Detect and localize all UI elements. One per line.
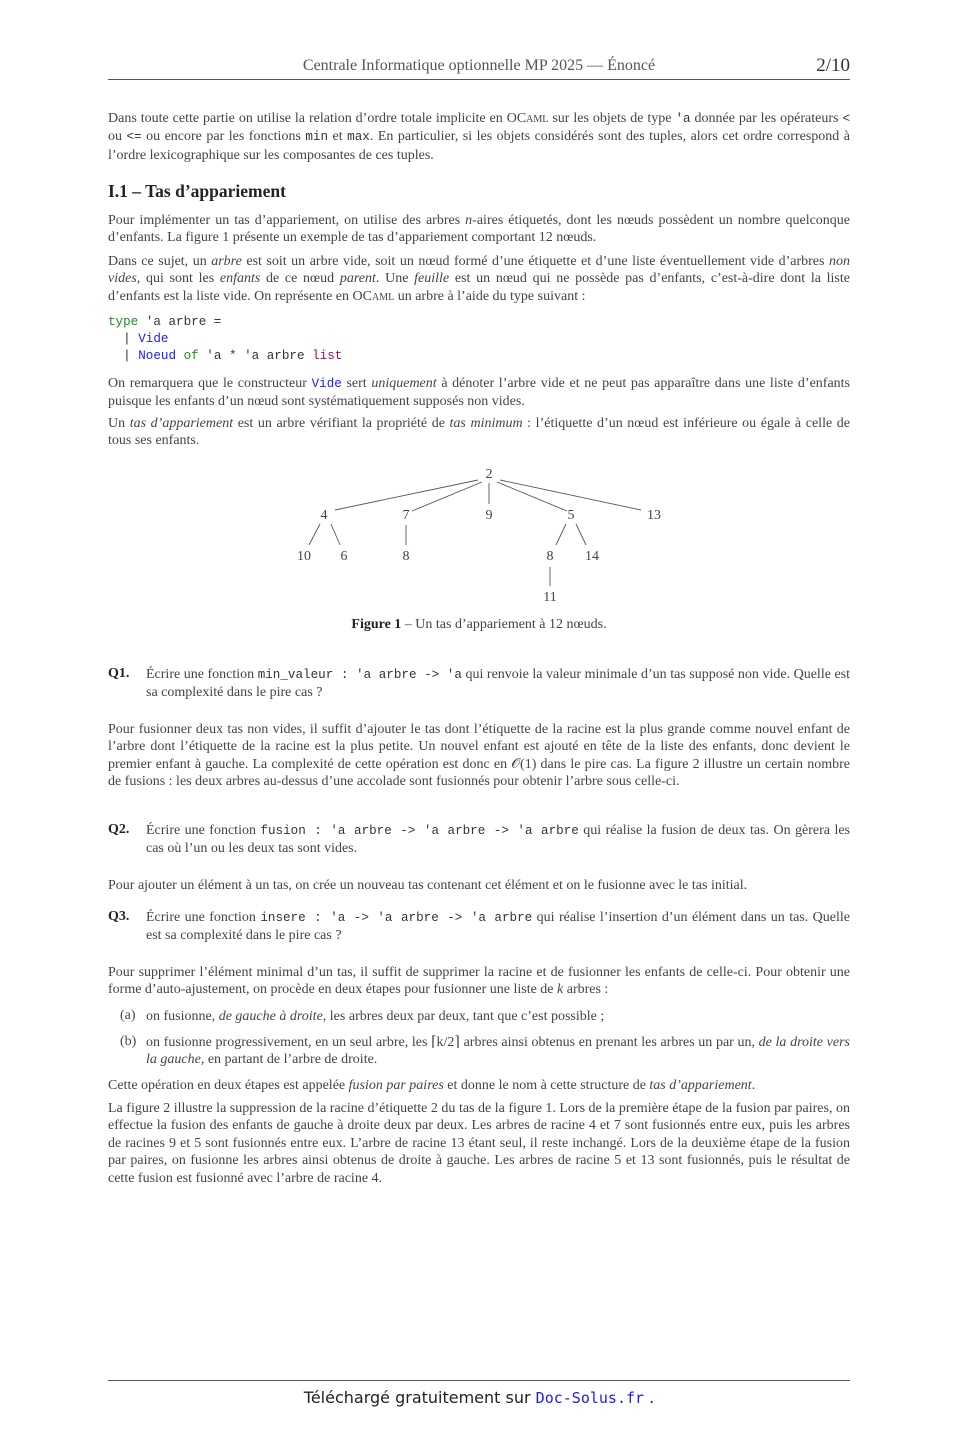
- question-number: Q1.: [108, 666, 130, 681]
- tree-node-7: 7: [402, 508, 410, 523]
- page-header: [108, 55, 850, 80]
- paragraph-figure-2-explanation: La figure 2 illustre la suppression de la racine d’étiquette 2 du tas de la figure 1. Lors de la première étape de la fusion par paires, on effectue la fusion des enfants de gauche à droite deux par deux. Les arbres de racine 4 et 7 sont fusionnés entre eux, puis les arbres de racines 9 et 5 sont fusionnés entre eux. L’arbre de racine 13 étant seul, il reste inchangé. Lors de la deuxième étape de la fusion par paires, on fusionne les arbres ainsi obtenus de droite à gauche. Les arbres de racine 5 et 13 sont fusionnés, puis le résultat de cette fusion est fusionné avec l’arbre de racine 4.: [108, 1101, 850, 1186]
- tree-node-8-right: 8: [546, 549, 554, 564]
- edge-5-14: [576, 524, 586, 545]
- edge-2-4: [335, 480, 478, 510]
- tree-node-2: 2: [485, 467, 493, 482]
- list-item-b: (b) on fusionne progressivement, en un seul arbre, les ⌈k/2⌉ arbres ainsi obtenus en prenant les arbres un par un, de la droite vers la gauche, en partant de l’arbre de droite.: [120, 1034, 850, 1068]
- tree-node-8-left: 8: [402, 549, 410, 564]
- paragraph-ajout: Pour ajouter un élément à un tas, on crée un nouveau tas contenant cet élément et on le fusionne avec le tas initial.: [108, 878, 748, 893]
- doc-solus-link[interactable]: Doc-Solus.fr: [535, 1389, 645, 1407]
- tree-node-5: 5: [567, 508, 575, 523]
- figure-1-tree: [280, 462, 700, 610]
- question-q2: Q2. Écrire une fonction fusion : 'a arbre -> 'a arbre -> 'a arbre qui réalise la fusion de deux tas. On gèrera les cas où l’un ou les deux tas sont vides.: [108, 822, 850, 857]
- question-number: Q2.: [108, 822, 130, 837]
- tree-node-4: 4: [320, 508, 328, 523]
- paragraph-vide-remark: On remarquera que le constructeur Vide sert uniquement à dénoter l’arbre vide et ne peut pas apparaître dans une liste d’enfants puisque les enfants d’un nœud sont systématiquement supposés non vides.: [108, 376, 851, 410]
- paragraph-suppression: Pour supprimer l’élément minimal d’un tas, il suffit de supprimer la racine et de fusionner les enfants de celle-ci. Pour obtenir une forme d’auto-ajustement, on procède en deux étapes pour fusionner une liste de k arbres :: [108, 965, 850, 998]
- paragraph-fusion-par-paires: Cette opération en deux étapes est appelée fusion par paires et donne le nom à cette structure de tas d’appariement.: [108, 1078, 756, 1093]
- tree-node-9: 9: [485, 508, 493, 523]
- tree-node-10: 10: [297, 549, 311, 564]
- page-footer: Téléchargé gratuitement sur Doc-Solus.fr .: [108, 1380, 850, 1407]
- paragraph-fusion: Pour fusionner deux tas non vides, il suffit d’ajouter le tas dont l’étiquette de la racine est la plus grande comme nouvel enfant de l’arbre dont l’étiquette de la racine est la plus petite. Un nouvel enfant est ajouté en tête de la liste des enfants, donc devient le premier enfant à gauche. La complexité de cette opération est donc en 𝒪(1) dans le pire cas. La figure 2 illustre un certain nombre de fusions : les deux arbres au-dessus d’une accolade sont fusionnés pour obtenir l’arbre sous celle-ci.: [108, 722, 850, 790]
- edge-5-8: [556, 524, 566, 545]
- question-q1: Q1. Écrire une fonction min_valeur : 'a arbre -> 'a qui renvoie la valeur minimale d’un tas supposé non vide. Quelle est sa complexité dans le pire cas ?: [108, 666, 851, 701]
- paragraph-arbre-definition: Dans ce sujet, un arbre est soit un arbre vide, soit un nœud formé d’une étiquette et d’une liste éventuellement vide d’arbres non vides, qui sont les enfants de ce nœud parent. Une feuille est un nœud qui ne possède pas d’enfants, c’est-à-dire dont la liste d’enfants est la liste vide. On représente en OCaml un arbre à l’aide du type suivant :: [108, 254, 850, 304]
- intro-paragraph: Dans toute cette partie on utilise la relation d’ordre totale implicite en OCaml sur les objets de type 'a donnée par les opérateurs < ou <= ou encore par les fonctions min et max. En particulier, si les objets considérés sont des tuples, alors cet ordre correspond à l’ordre lexicographique sur les composantes de ces tuples.: [108, 111, 850, 163]
- tree-node-14: 14: [585, 549, 599, 564]
- question-q3: Q3. Écrire une fonction insere : 'a -> 'a arbre -> 'a arbre qui réalise l’insertion d’un élément dans un tas. Quelle est sa complexité dans le pire cas ?: [108, 909, 850, 944]
- figure-1-caption: Figure 1 – Un tas d’appariement à 12 nœuds.: [351, 617, 607, 632]
- tree-edges: [309, 480, 641, 586]
- section-heading: I.1 – Tas d’appariement: [108, 181, 286, 201]
- edge-2-13: [500, 480, 641, 510]
- paragraph-intro-tas: Pour implémenter un tas d’appariement, on utilise des arbres n-aires étiquetés, dont les nœuds possèdent un nombre quelconque d’enfants. La figure 1 présente un exemple de tas d’appariement comportant 12 nœuds.: [108, 213, 851, 246]
- code-block-type-arbre: type 'a arbre = | Vide | Noeud of 'a * 'a arbre list: [108, 315, 343, 363]
- tree-node-11: 11: [543, 590, 557, 605]
- question-number: Q3.: [108, 909, 130, 924]
- list-item-a: (a) on fusionne, de gauche à droite, les arbres deux par deux, tant que c’est possible ;: [120, 1008, 605, 1024]
- page-number: 2/10: [816, 55, 850, 76]
- tree-node-6: 6: [340, 549, 348, 564]
- edge-4-10: [309, 524, 320, 545]
- paragraph-tas-definition: Un tas d’appariement est un arbre vérifiant la propriété de tas minimum : l’étiquette d’un nœud est inférieure ou égale à celle de tous ses enfants.: [108, 416, 850, 449]
- edge-4-6: [331, 524, 340, 545]
- tree-node-13: 13: [647, 508, 661, 523]
- header-title: Centrale Informatique optionnelle MP 2025 — Énoncé: [302, 57, 656, 74]
